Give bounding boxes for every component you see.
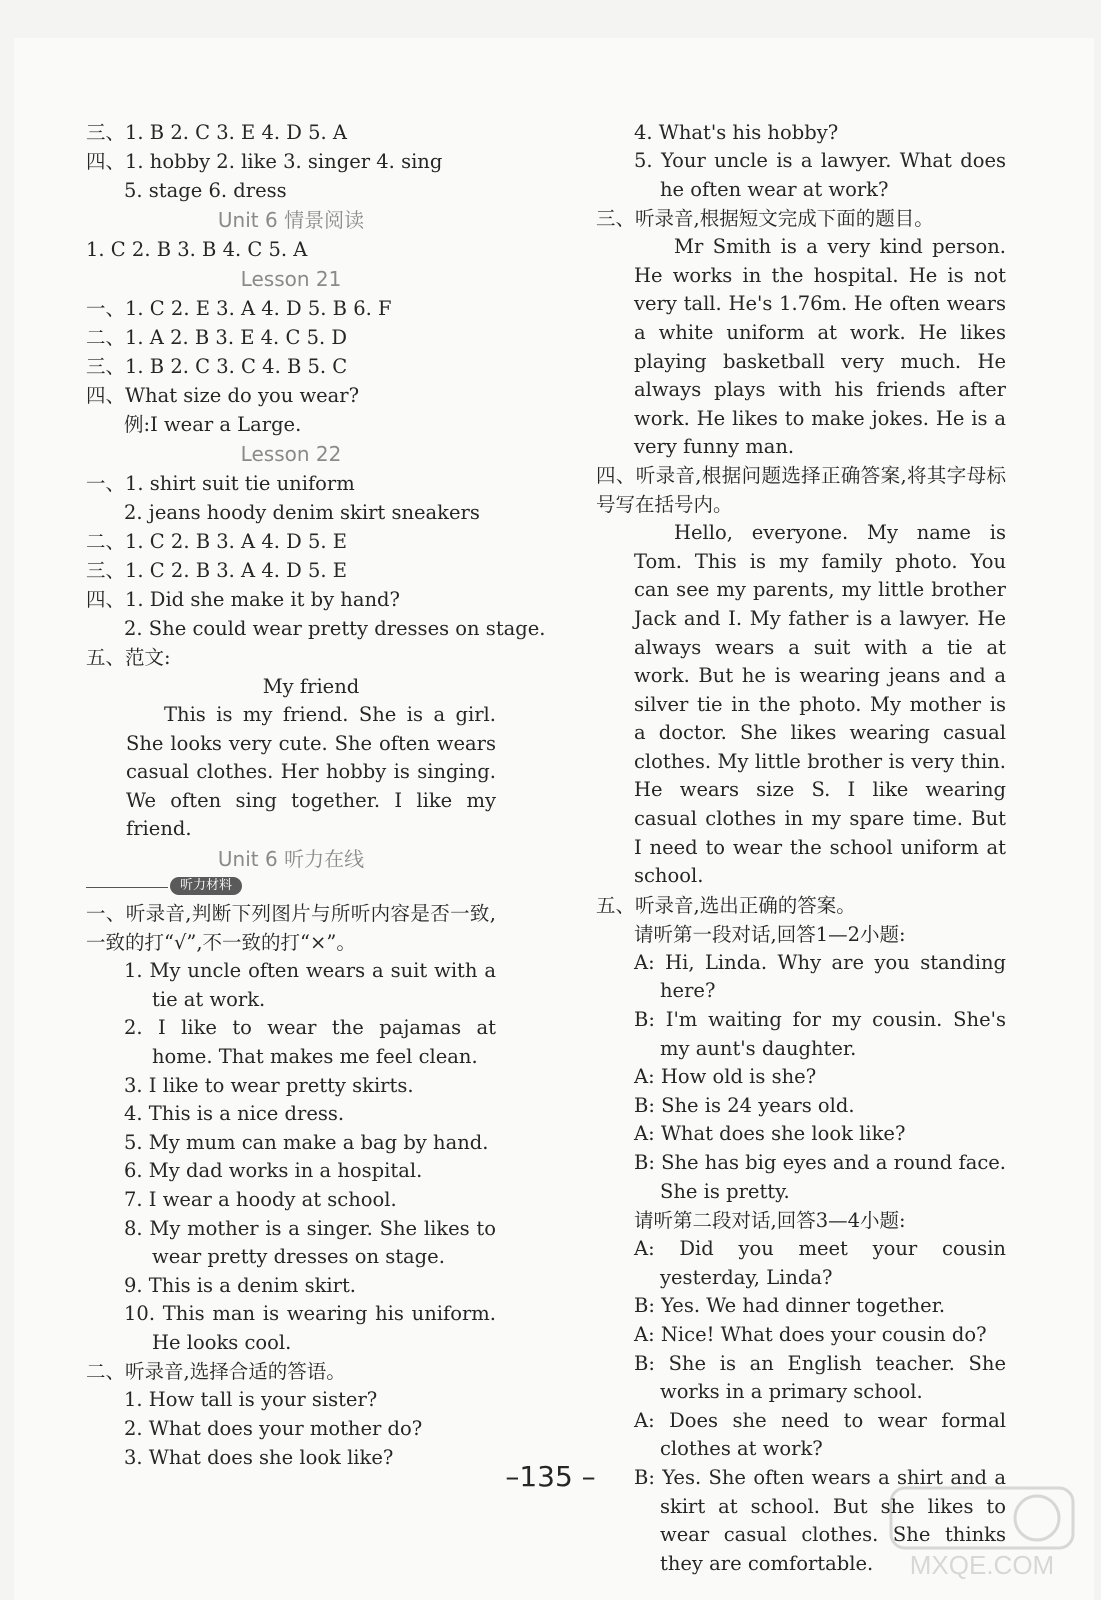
listening-item: 2. I like to wear the pajamas at home. That makes me feel clean. [124,1016,496,1068]
answer-line: 2. jeans hoody denim skirt sneakers [124,501,480,524]
answer-line: 三、1. C 2. B 3. A 4. D 5. E [86,559,348,582]
dialogue-line: A: Did you meet your cousin yesterday, Linda? [634,1237,1006,1289]
dialogue-one [596,949,1006,1206]
passage-paragraph: Mr Smith is a very kind person. He works in the hospital. He is not very tall. He's 1.76m. He often wears a white uniform at work. He likes playing basketball very much. He always plays with his friends after work. He likes to make jokes. He is a very funny man. [634,235,1006,459]
listening-item: 4. This is a nice dress. [124,1102,345,1126]
divider [86,887,168,888]
section-heading-lesson22: Lesson 22 [240,442,342,466]
answer-line: 一、1. C 2. E 3. A 4. D 5. B 6. F [86,297,392,320]
dialogue-line: A: Does she need to wear formal clothes at work? [634,1408,1006,1461]
answer-line: 5. stage 6. dress [124,179,287,202]
listening-material-bar [86,874,496,900]
dialogue-line: A: What does she look like? [634,1122,906,1146]
listening-item: 10. This man is wearing his uniform. He looks cool. [124,1302,496,1354]
dialogue-line: A: How old is she? [634,1065,817,1089]
dialogue-intro: 请听第一段对话,回答1—2小题: [634,922,906,946]
answer-line: 四、1. hobby 2. like 3. singer 4. sing [86,150,443,173]
answer-line: 四、1. Did she make it by hand? [86,588,400,611]
page-number: –135 – [505,1460,596,1493]
question-intro: 四、听录音,根据问题选择正确答案,将其字母标号写在括号内。 [596,463,1006,516]
dialogue-line: B: She has big eyes and a round face. She is pretty. [634,1151,1006,1203]
listening-item: 1. My uncle often wears a suit with a tie at work. [124,959,496,1011]
question-intro: 三、听录音,根据短文完成下面的题目。 [596,207,934,231]
listening-item: 8. My mother is a singer. She likes to wear pretty dresses on stage. [124,1216,496,1269]
response-item: 1. How tall is your sister? [124,1388,378,1412]
svg-text:MXQE.COM: MXQE.COM [909,1550,1055,1580]
dialogue-line: B: Yes. She often wears a shirt and a skirt at school. But she likes to wear casual clothes. She thinks they are comfortable. [634,1465,1006,1575]
response-item: 3. What does she look like? [124,1445,394,1469]
question-intro: 二、听录音,选择合适的答语。 [86,1360,346,1384]
answer-line: 2. She could wear pretty dresses on stage. [124,617,546,640]
response-item: 2. What does your mother do? [124,1417,423,1441]
listening-item: 9. This is a denim skirt. [124,1273,357,1297]
dialogue-line: B: She is an English teacher. She works in a primary school. [634,1351,1006,1404]
answer-line: 二、1. C 2. B 3. A 4. D 5. E [86,530,348,553]
question-item: 5. Your uncle is a lawyer. What does he often wear at work? [634,149,1006,201]
right-column [596,118,1006,1578]
passage-paragraph: Hello, everyone. My name is Tom. This is my family photo. You can see my parents, my little brother Jack and I. My father is a lawyer. He always wears a suit with a tie at work. But he is wearing jeans and a silver tie in the photo. My mother is a doctor. She likes wearing casual clothes. My little brother is very thin. He wears size S. I like wearing casual clothes in my spare time. But I need to wear the school uniform at school. [634,521,1006,888]
answer-line: 例:I wear a Large. [124,413,302,436]
listening-item: 7. I wear a hoody at school. [124,1187,397,1211]
dialogue-intro: 请听第二段对话,回答3—4小题: [634,1209,906,1233]
listening-item: 3. I like to wear pretty skirts. [124,1073,414,1097]
question-item: 4. What's his hobby? [634,121,839,144]
left-column [86,118,546,1472]
answer-line: 三、1. B 2. C 3. C 4. B 5. C [86,355,348,378]
listening-material-tag: 听力材料 [170,877,242,895]
watermark-logo [887,1482,1077,1582]
answer-line: 五、范文: [86,646,171,669]
answer-line: 一、1. shirt suit tie uniform [86,472,355,495]
dialogue-line: A: Nice! What does your cousin do? [634,1322,987,1346]
answer-line: 三、1. B 2. C 3. E 4. D 5. A [86,121,348,144]
answer-line: 1. C 2. B 3. B 4. C 5. A [86,238,308,261]
question-intro: 五、听录音,选出正确的答案。 [596,893,856,917]
listening-items [86,957,496,1357]
answer-line: 四、What size do you wear? [86,384,360,407]
section-heading-unit6-reading: Unit 6 情景阅读 [217,208,365,232]
dialogue-line: B: Yes. We had dinner together. [634,1294,946,1318]
section-heading-lesson21: Lesson 21 [240,267,342,291]
section-heading-unit6-listening: Unit 6 听力在线 [217,846,365,871]
answer-line: 二、1. A 2. B 3. E 4. C 5. D [86,326,348,349]
dialogue-line: B: She is 24 years old. [634,1093,855,1117]
listening-item: 6. My dad works in a hospital. [124,1159,423,1183]
dialogue-line: A: Hi, Linda. Why are you standing here? [634,950,1006,1003]
essay-paragraph: This is my friend. She is a girl. She looks very cute. She often wears casual clothes. Her hobby is singing. We often sing together. I like my friend. [126,703,496,841]
essay-title: My friend [262,675,360,698]
listening-item: 5. My mum can make a bag by hand. [124,1130,489,1154]
question-intro: 一、听录音,判断下列图片与所听内容是否一致,一致的打“√”,不一致的打“×”。 [86,901,496,954]
dialogue-line: B: I'm waiting for my cousin. She's my aunt's daughter. [634,1008,1006,1060]
